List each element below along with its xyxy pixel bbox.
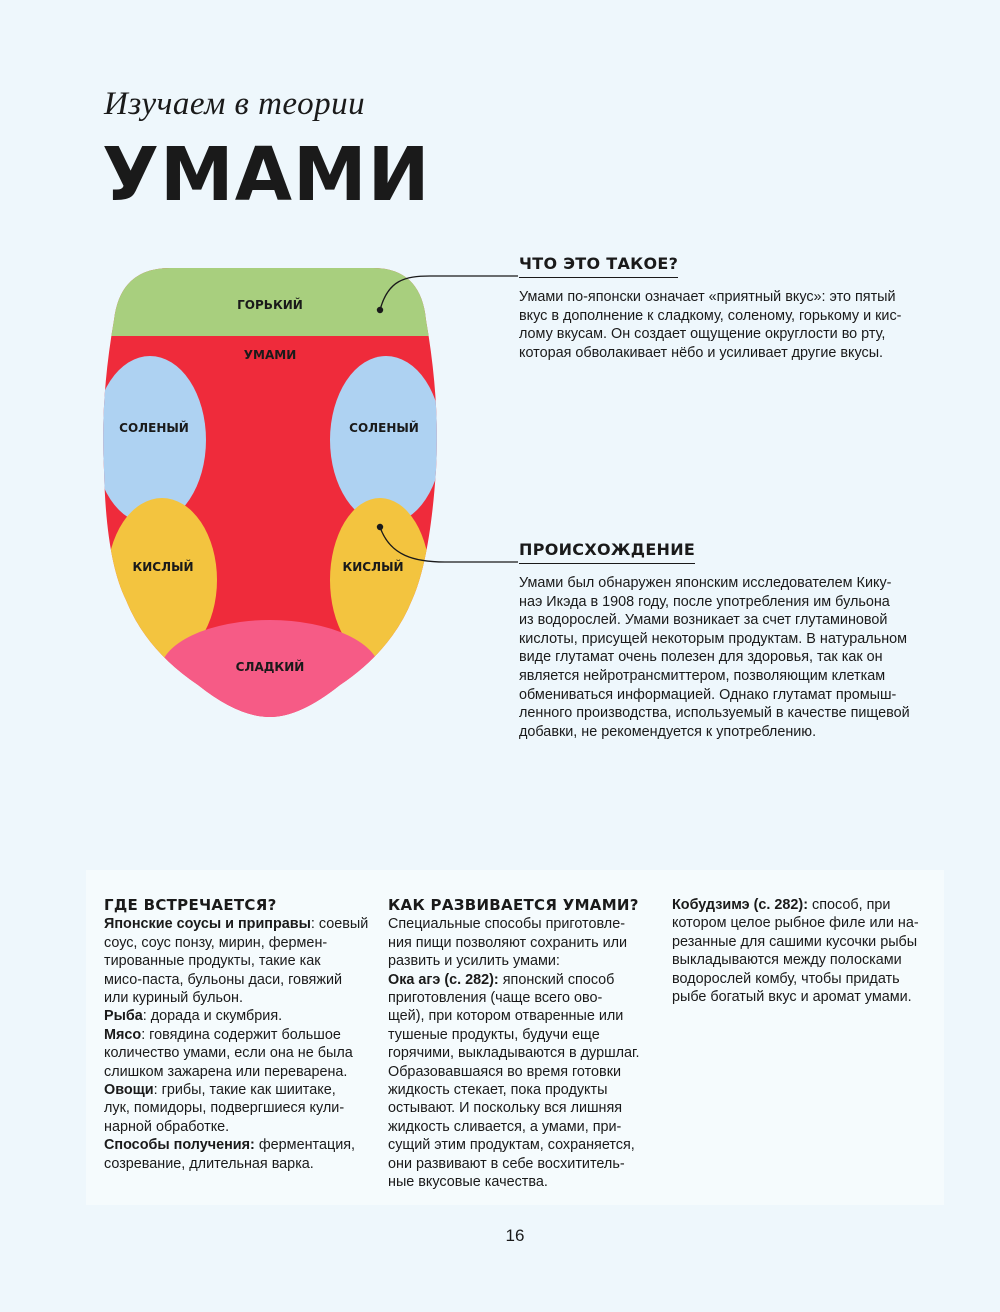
develop-text: Специальные способы приготовле- ния пищи позволяют сохранить или развить и усилить умами: Ока агэ (с. 282): японский способ приготовления (чаще всего ово- щей), при котором отваренные или тушеные продукты, будучи еще горячими, выкладываются в дуршлаг. Образовавшаяся во время готовки жидкость стекает, пока продукты остывают. И поскольку вся лишняя жидкость сливается, а умами, при- сущий этим продуктам, сохраняется, они развивают в себе восхититель- ные вкусовые качества. (388, 916, 640, 1191)
develop-heading: КАК РАЗВИВАЕТСЯ УМАМИ? (388, 896, 639, 914)
origin-heading: ПРОИСХОЖДЕНИЕ (519, 540, 695, 564)
callout-dot-what (377, 307, 383, 313)
origin-text: Умами был обнаружен японским исследователем Кику- наэ Икэда в 1908 году, после употребления им бульона из водорослей. Умами возникает за счет глутаминовой кислоты, присущей некоторым продуктам. В натуральном виде глутамат очень полезен для здоровья, так как он является нейротрансмиттером, позволяющим клеткам обмениваться информацией. Однако глутамат промыш- ленного производства, используемый в качестве пищевой добавки, не рекомендуется к употреблению. (519, 575, 910, 740)
where-column (104, 896, 368, 1173)
kobujime-text: Кобудзимэ (с. 282): способ, при котором целое рыбное филе или на- резанные для сашими кусочки рыбы выкладываются между полосками водорослей комбу, чтобы придать рыбе богатый вкус и аромат умами. (672, 897, 919, 1006)
callout-dot-origin (377, 524, 383, 530)
origin-section (519, 540, 931, 741)
label-umami: УМАМИ (243, 348, 297, 362)
label-salty-right: СОЛЕНЫЙ (349, 421, 419, 435)
label-sweet: СЛАДКИЙ (235, 660, 305, 674)
label-sour-right: КИСЛЫЙ (342, 560, 404, 574)
what-heading: ЧТО ЭТО ТАКОЕ? (519, 254, 678, 278)
label-salty-left: СОЛЕНЫЙ (119, 421, 189, 435)
page-number: 16 (505, 1226, 525, 1245)
page-title: УМАМИ (102, 132, 431, 218)
kobujime-column (672, 896, 919, 1006)
where-heading: ГДЕ ВСТРЕЧАЕТСЯ? (104, 896, 277, 914)
what-section (519, 254, 931, 362)
where-text: Японские соусы и приправы: соевый соус, соус понзу, мирин, фермен- тированные продукты, такие как мисо-паста, бульоны даси, говяжий или куриный бульон. Рыба: дорада и скумбрия. Мясо: говядина содержит большое количество умами, если она не была слишком зажарена или переварена. Овощи: грибы, такие как шиитаке, лук, помидоры, подвергшиеся кули- нарной обработке. Способы получения: ферментация, созревание, длительная варка. (104, 916, 369, 1172)
label-sour-left: КИСЛЫЙ (132, 560, 194, 574)
salty-zone-left (94, 356, 206, 524)
label-bitter: ГОРЬКИЙ (237, 298, 303, 312)
section-subtitle: Изучаем в теории (104, 86, 366, 122)
what-text: Умами по-японски означает «приятный вкус»: это пятый вкус в дополнение к сладкому, соленому, горькому и кис- лому вкусам. Он создает ощущение округлости во рту, которая обволакивает нёбо и усиливает другие вкусы. (519, 289, 902, 361)
develop-column (388, 896, 640, 1192)
